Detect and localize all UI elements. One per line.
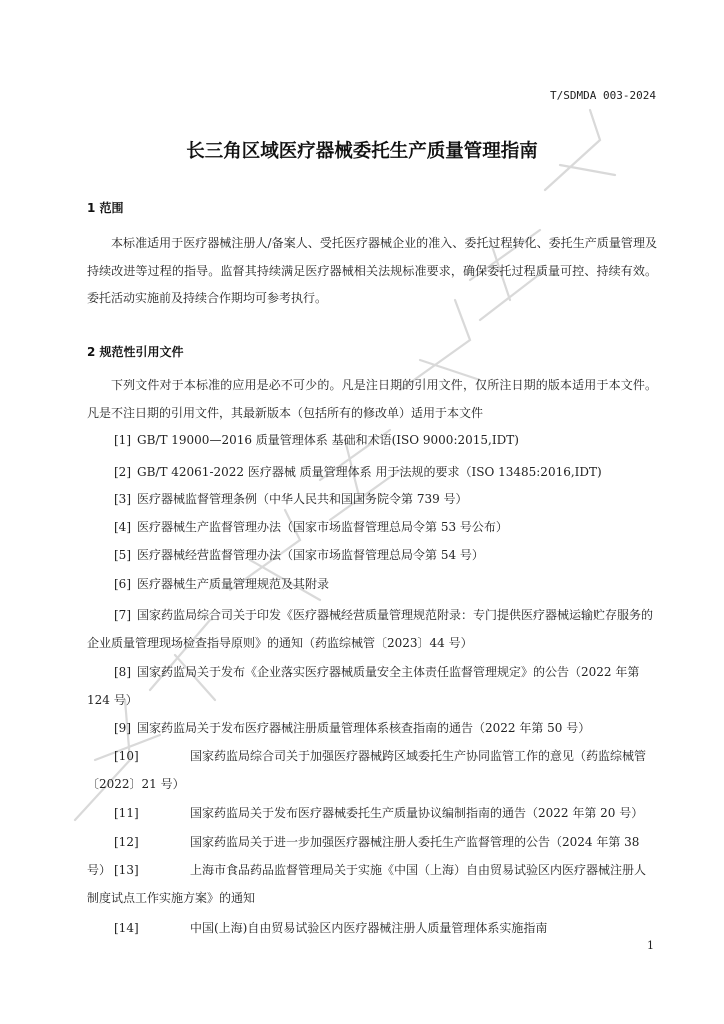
reference-item: [14] 中国(上海)自由贸易试验区内医疗器械注册人质量管理体系实施指南: [114, 921, 548, 935]
reference-item: [2] GB/T 42061-2022 医疗器械 质量管理体系 用于法规的要求（ISO 13485:2016,IDT): [114, 465, 602, 479]
references-intro-paragraph: 下列文件对于本标准的应用是必不可少的。凡是注日期的引用文件，仅所注日期的版本适用于本文件。凡是不注日期的引用文件，其最新版本（包括所有的修改单）适用于本文件: [87, 378, 657, 420]
page-number: 1: [647, 939, 654, 952]
document-title: 长三角区域医疗器械委托生产质量管理指南: [186, 141, 538, 162]
reference-item: [11] 国家药监局关于发布医疗器械委托生产质量协议编制指南的通告（2022 年第 20 号）: [114, 806, 644, 820]
reference-item: [1] GB/T 19000—2016 质量管理体系 基础和术语(ISO 9000:2015,IDT): [114, 433, 519, 447]
reference-item: [3] 医疗器械监督管理条例（中华人民共和国国务院令第 739 号）: [114, 492, 468, 506]
reference-item: [6] 医疗器械生产质量管理规范及其附录: [114, 577, 330, 591]
section-heading-scope: 1 范围: [87, 201, 124, 215]
reference-item: [13] 上海市食品药品监督管理局关于实施《中国（上海）自由贸易试验区内医疗器械注册人制度试点工作实施方案》的通知: [87, 863, 647, 905]
reference-item: [4] 医疗器械生产监督管理办法（国家市场监督管理总局令第 53 号公布）: [114, 520, 508, 534]
scope-paragraph: 本标准适用于医疗器械注册人/备案人、受托医疗器械企业的准入、委托过程转化、委托生产质量管理及持续改进等过程的指导。监督其持续满足医疗器械相关法规标准要求，确保委托过程质量可控、持续有效。委托活动实施前及持续合作期均可参考执行。: [87, 236, 657, 305]
document-code: T/SDMDA 003-2024: [550, 89, 656, 102]
reference-item: [8] 国家药监局关于发布《企业落实医疗器械质量安全主体责任监督管理规定》的公告（2022 年第 124 号）: [87, 665, 640, 707]
reference-item: [5] 医疗器械经营监督管理办法（国家市场监督管理总局令第 54 号）: [114, 548, 484, 562]
reference-item: [12] 国家药监局关于进一步加强医疗器械注册人委托生产监督管理的公告（2024 年第 38 号）: [87, 835, 640, 877]
section-heading-references: 2 规范性引用文件: [87, 345, 184, 359]
reference-item: [10] 国家药监局综合司关于加强医疗器械跨区域委托生产协同监管工作的意见（药监综械管〔2022〕21 号）: [87, 749, 647, 791]
reference-item: [9] 国家药监局关于发布医疗器械注册质量管理体系核查指南的通告（2022 年第 50 号）: [114, 721, 591, 735]
reference-item: [7] 国家药监局综合司关于印发《医疗器械经营质量管理规范附录：专门提供医疗器械运输贮存服务的企业质量管理现场检查指导原则》的通知（药监综械管〔2023〕44 号）: [87, 608, 654, 650]
